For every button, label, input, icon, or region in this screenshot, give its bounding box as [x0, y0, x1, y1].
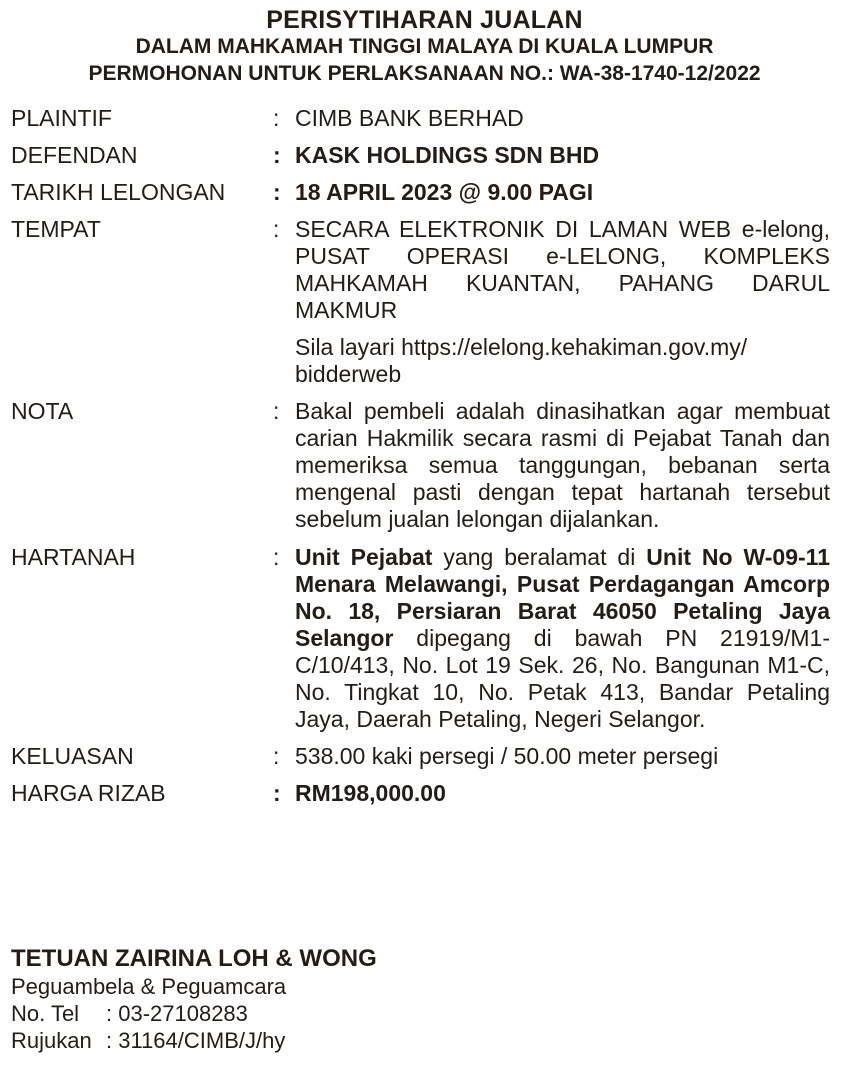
- property-address: Unit No W-09-11 Menara Melawangi, Pusat Perdagangan Amcorp No. 18, Persiaran Barat 46050 Petaling Jaya Selangor: [295, 544, 830, 651]
- tempat-website-note: Sila layari https://elelong.kehakiman.gov.my/ bidderweb: [295, 334, 748, 387]
- solicitor-footer: [11, 944, 377, 1054]
- tempat-value: SECARA ELEKTRONIK DI LAMAN WEB e-lelong, PUSAT OPERASI e-LELONG, KOMPLEKS MAHKAMAH KUANTAN, PAHANG DARUL MAKMUR: [295, 216, 830, 323]
- row-defendan: [11, 142, 839, 169]
- nota-label: NOTA: [11, 398, 74, 424]
- defendan-value: KASK HOLDINGS SDN BHD: [295, 142, 600, 168]
- keluasan-label: KELUASAN: [11, 743, 134, 769]
- phone-value: : 03-27108283: [106, 1001, 248, 1026]
- row-tempat: [11, 216, 839, 388]
- firm-reference: [11, 1027, 377, 1054]
- row-tarikh-lelongan: [11, 179, 839, 206]
- application-number: PERMOHONAN UNTUK PERLAKSANAAN NO.: WA-38-1740-12/2022: [88, 62, 761, 85]
- separator-colon: :: [273, 105, 280, 131]
- separator-colon: :: [273, 398, 280, 424]
- notice-header: [0, 0, 849, 87]
- property-type: Unit Pejabat: [295, 544, 433, 570]
- reference-value: : 31164/CIMB/J/hy: [106, 1028, 286, 1053]
- court-name: DALAM MAHKAMAH TINGGI MALAYA DI KUALA LUMPUR: [135, 35, 714, 58]
- separator-colon: :: [273, 743, 280, 769]
- separator-colon: :: [273, 142, 281, 168]
- tarikh-label: TARIKH LELONGAN: [11, 179, 226, 205]
- harga-value: RM198,000.00: [295, 780, 446, 806]
- hartanah-label: HARTANAH: [11, 544, 136, 570]
- firm-phone: [11, 1000, 377, 1027]
- property-text-1: yang beralamat di: [432, 544, 647, 570]
- property-title-details: dipegang di bawah PN 21919/M1-C/10/413, No. Lot 19 Sek. 26, No. Bangunan M1-C, No. Tingkat 10, No. Petak 413, Bandar Petaling Jaya, Daerah Petaling, Negeri Selangor.: [295, 625, 830, 732]
- phone-label: No. Tel: [11, 1001, 80, 1026]
- nota-value: Bakal pembeli adalah dinasihatkan agar membuat carian Hakmilik secara rasmi di Pejabat Tanah dan memeriksa semua tanggungan, bebanan serta mengenal pasti dengan tepat hartanah tersebut sebelum jualan lelongan dijalankan.: [295, 398, 830, 532]
- harga-label: HARGA RIZAB: [11, 780, 166, 806]
- plaintif-label: PLAINTIF: [11, 105, 112, 131]
- separator-colon: :: [273, 544, 280, 570]
- row-keluasan: [11, 743, 839, 770]
- row-harga-rizab: [11, 780, 839, 807]
- separator-colon: :: [273, 179, 281, 205]
- tempat-label: TEMPAT: [11, 216, 101, 242]
- plaintif-value: CIMB BANK BERHAD: [295, 105, 524, 131]
- firm-name: TETUAN ZAIRINA LOH & WONG: [11, 945, 377, 972]
- notice-title: PERISYTIHARAN JUALAN: [266, 6, 583, 34]
- auction-details: [11, 105, 839, 807]
- firm-role: Peguambela & Peguamcara: [11, 974, 287, 999]
- separator-colon: :: [273, 216, 280, 242]
- tarikh-value: 18 APRIL 2023 @ 9.00 PAGI: [295, 179, 594, 205]
- row-hartanah: [11, 544, 839, 733]
- row-nota: [11, 398, 839, 533]
- keluasan-value: 538.00 kaki persegi / 50.00 meter persegi: [295, 743, 719, 769]
- defendan-label: DEFENDAN: [11, 142, 138, 168]
- separator-colon: :: [273, 780, 281, 806]
- hartanah-value: [295, 544, 830, 733]
- reference-label: Rujukan: [11, 1028, 92, 1053]
- row-plaintif: [11, 105, 839, 132]
